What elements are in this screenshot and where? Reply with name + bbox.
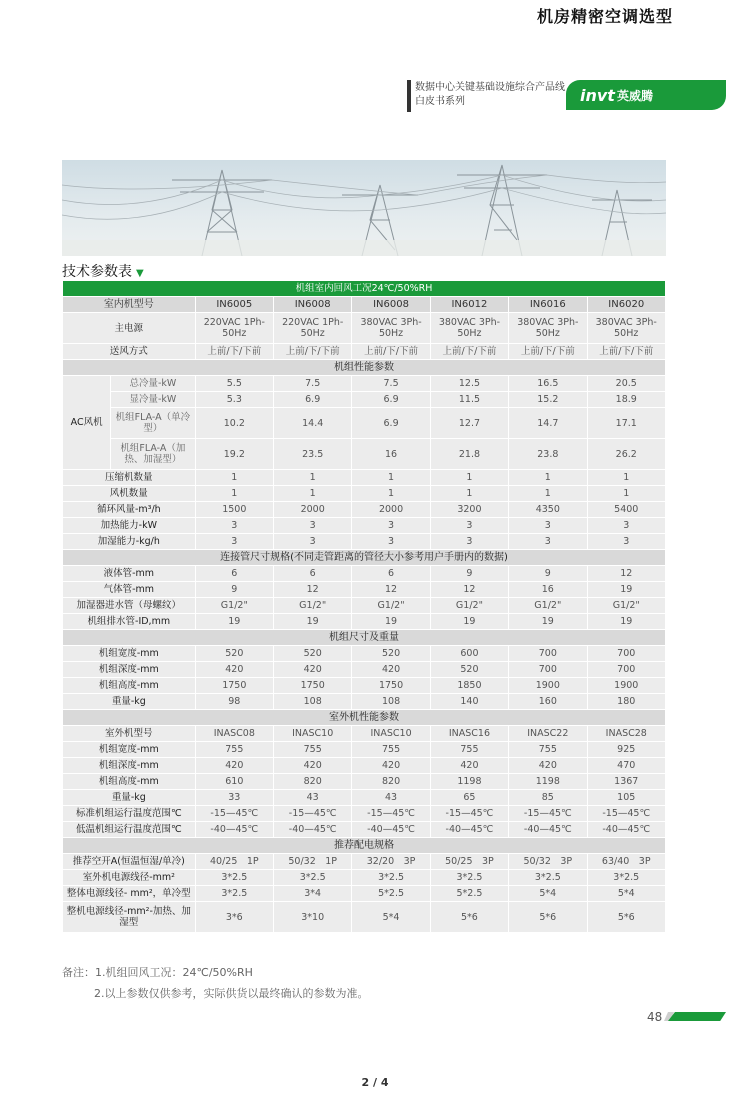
- table-row: [63, 470, 666, 486]
- table-row: [63, 439, 666, 470]
- cell-value: 上前/下/下前: [195, 344, 273, 360]
- cell-value: INASC16: [430, 726, 508, 742]
- row-label: 机组宽度-mm: [63, 646, 196, 662]
- cell-value: 16: [352, 439, 430, 470]
- cell-value: 3*2.5: [274, 870, 352, 886]
- condition-header-row: [63, 281, 666, 297]
- cell-value: 19: [587, 614, 666, 630]
- cell-value: 12: [274, 582, 352, 598]
- table-row: [63, 376, 666, 392]
- model-cell: IN6008: [274, 297, 352, 313]
- row-label: 液体管-mm: [63, 566, 196, 582]
- cell-value: 820: [274, 774, 352, 790]
- cell-value: 26.2: [587, 439, 666, 470]
- cell-value: 3*4: [274, 886, 352, 902]
- cell-value: INASC22: [509, 726, 587, 742]
- row-label: 加湿能力-kg/h: [63, 534, 196, 550]
- cell-value: 380VAC 3Ph-50Hz: [430, 313, 508, 344]
- cell-value: 1: [509, 486, 587, 502]
- row-label: 机组高度-mm: [63, 774, 196, 790]
- table-row: [63, 806, 666, 822]
- cell-value: 3: [430, 534, 508, 550]
- row-label: 机组FLA-A（单冷型）: [111, 408, 195, 439]
- cell-value: 700: [587, 646, 666, 662]
- cell-value: 19.2: [195, 439, 273, 470]
- cell-value: 3: [352, 518, 430, 534]
- cell-value: -40—45℃: [509, 822, 587, 838]
- cell-value: 3*2.5: [195, 886, 273, 902]
- triangle-down-icon: ▼: [136, 268, 144, 279]
- table-row: [63, 582, 666, 598]
- cell-value: 380VAC 3Ph-50Hz: [509, 313, 587, 344]
- cell-value: -15—45℃: [274, 806, 352, 822]
- cell-value: 4350: [509, 502, 587, 518]
- row-label: 机组FLA-A（加热、加湿型）: [111, 439, 195, 470]
- model-cell: IN6016: [509, 297, 587, 313]
- table-row: [63, 614, 666, 630]
- header-banner: [401, 80, 721, 114]
- table-row: [63, 822, 666, 838]
- cell-value: 6: [352, 566, 430, 582]
- cell-value: 1900: [587, 678, 666, 694]
- cell-value: 420: [274, 662, 352, 678]
- cell-value: G1/2": [274, 598, 352, 614]
- cell-value: 3: [587, 518, 666, 534]
- cell-value: 10.2: [195, 408, 273, 439]
- cell-value: 700: [509, 662, 587, 678]
- spec-table: [62, 280, 666, 933]
- table-row: [63, 854, 666, 870]
- cell-value: 50/32 1P: [274, 854, 352, 870]
- row-label: 标准机组运行温度范围℃: [63, 806, 196, 822]
- cell-value: 85: [509, 790, 587, 806]
- cell-value: -40—45℃: [587, 822, 666, 838]
- table-row: [63, 313, 666, 344]
- cell-value: 1: [352, 470, 430, 486]
- cell-value: 105: [587, 790, 666, 806]
- cell-value: 140: [430, 694, 508, 710]
- table-row: [63, 678, 666, 694]
- header-line-2: 白皮书系列: [415, 96, 465, 107]
- table-row: [63, 742, 666, 758]
- cell-value: 43: [352, 790, 430, 806]
- cell-value: 1850: [430, 678, 508, 694]
- cell-value: 3*2.5: [587, 870, 666, 886]
- header-accent-bar: [407, 80, 411, 112]
- cell-value: 1: [430, 486, 508, 502]
- cell-value: 5400: [587, 502, 666, 518]
- cell-value: 11.5: [430, 392, 508, 408]
- cell-value: 1: [587, 486, 666, 502]
- cell-value: 420: [352, 758, 430, 774]
- cell-value: 1: [509, 470, 587, 486]
- cell-value: 220VAC 1Ph-50Hz: [274, 313, 352, 344]
- section-title: [62, 261, 144, 281]
- cell-value: 755: [274, 742, 352, 758]
- cell-value: 上前/下/下前: [430, 344, 508, 360]
- cell-value: 380VAC 3Ph-50Hz: [352, 313, 430, 344]
- cell-value: 18.9: [587, 392, 666, 408]
- ac-fan-group-label: AC风机: [63, 376, 111, 470]
- logo-brand: invt: [580, 85, 615, 105]
- cell-value: 50/32 3P: [509, 854, 587, 870]
- row-label: 总冷量-kW: [111, 376, 195, 392]
- section-dimensions: 机组尺寸及重量: [63, 630, 666, 646]
- power-tower-illustration: [62, 160, 666, 256]
- row-label: 整体电源线径- mm²，单冷型: [63, 886, 196, 902]
- row-label: 整机电源线径-mm²-加热、加湿型: [63, 902, 196, 933]
- cell-value: 420: [352, 662, 430, 678]
- row-label: 加热能力-kW: [63, 518, 196, 534]
- table-row: [63, 344, 666, 360]
- cell-value: 3: [587, 534, 666, 550]
- cell-value: 1: [587, 470, 666, 486]
- cell-value: 755: [352, 742, 430, 758]
- cell-value: 700: [509, 646, 587, 662]
- row-label: 气体管-mm: [63, 582, 196, 598]
- cell-value: 5*2.5: [430, 886, 508, 902]
- header-line-1: 数据中心关键基础设施综合产品线: [415, 82, 565, 93]
- cell-value: 420: [509, 758, 587, 774]
- cell-value: 19: [430, 614, 508, 630]
- cell-value: 700: [587, 662, 666, 678]
- cell-value: 50/25 3P: [430, 854, 508, 870]
- cell-value: -15—45℃: [430, 806, 508, 822]
- cell-value: 2000: [352, 502, 430, 518]
- cell-value: 上前/下/下前: [509, 344, 587, 360]
- cell-value: 3200: [430, 502, 508, 518]
- cell-value: 180: [587, 694, 666, 710]
- model-cell: IN6012: [430, 297, 508, 313]
- cell-value: 16.5: [509, 376, 587, 392]
- cell-value: 820: [352, 774, 430, 790]
- row-label: 风机数量: [63, 486, 196, 502]
- model-cell: IN6005: [195, 297, 273, 313]
- note-line-2: 2.以上参数仅供参考，实际供货以最终确认的参数为准。: [94, 987, 369, 1000]
- table-row: [63, 886, 666, 902]
- cell-value: 6.9: [274, 392, 352, 408]
- section-dimensions-row: [63, 630, 666, 646]
- cell-value: 7.5: [352, 376, 430, 392]
- cell-value: 755: [195, 742, 273, 758]
- cell-value: 上前/下/下前: [587, 344, 666, 360]
- cell-value: 520: [352, 646, 430, 662]
- row-label: 重量-kg: [63, 790, 196, 806]
- page-number: 48: [647, 1010, 663, 1024]
- cell-value: 5*4: [587, 886, 666, 902]
- table-row: [63, 758, 666, 774]
- table-row: [63, 598, 666, 614]
- section-outdoor: 室外机性能参数: [63, 710, 666, 726]
- table-row: [63, 566, 666, 582]
- table-row: [63, 392, 666, 408]
- row-label: 加湿器进水管（母螺纹）: [63, 598, 196, 614]
- cell-value: -15—45℃: [509, 806, 587, 822]
- cell-value: 15.2: [509, 392, 587, 408]
- cell-value: 160: [509, 694, 587, 710]
- cell-value: 19: [352, 614, 430, 630]
- section-performance-row: [63, 360, 666, 376]
- cell-value: -40—45℃: [274, 822, 352, 838]
- document-title: 机房精密空调选型: [536, 7, 673, 26]
- cell-value: 5*2.5: [352, 886, 430, 902]
- cell-value: -40—45℃: [195, 822, 273, 838]
- condition-header: 机组室内回风工况24℃/50%RH: [63, 281, 666, 297]
- cell-value: 3*2.5: [430, 870, 508, 886]
- cell-value: 520: [195, 646, 273, 662]
- cell-value: INASC10: [274, 726, 352, 742]
- cell-value: 上前/下/下前: [274, 344, 352, 360]
- cell-value: 上前/下/下前: [352, 344, 430, 360]
- cell-value: 5*4: [509, 886, 587, 902]
- cell-value: 1: [274, 486, 352, 502]
- row-label: 室外机型号: [63, 726, 196, 742]
- model-header-row: [63, 297, 666, 313]
- cell-value: 6.9: [352, 392, 430, 408]
- logo-name: 英威腾: [616, 88, 653, 103]
- cell-value: G1/2": [587, 598, 666, 614]
- cell-value: 7.5: [274, 376, 352, 392]
- cell-value: 1: [274, 470, 352, 486]
- table-row: [63, 694, 666, 710]
- table-row: [63, 662, 666, 678]
- cell-value: 3: [430, 518, 508, 534]
- cell-value: 755: [509, 742, 587, 758]
- cell-value: 3*2.5: [195, 870, 273, 886]
- row-label: 送风方式: [63, 344, 196, 360]
- notes: [62, 962, 369, 1004]
- cell-value: 21.8: [430, 439, 508, 470]
- cell-value: 1900: [509, 678, 587, 694]
- cell-value: 3: [274, 534, 352, 550]
- cell-value: 5*6: [430, 902, 508, 933]
- cell-value: 9: [195, 582, 273, 598]
- cell-value: 3*2.5: [352, 870, 430, 886]
- cell-value: 5*6: [587, 902, 666, 933]
- cell-value: 12: [587, 566, 666, 582]
- cell-value: 63/40 3P: [587, 854, 666, 870]
- cell-value: 16: [509, 582, 587, 598]
- cell-value: 12.5: [430, 376, 508, 392]
- cell-value: 19: [195, 614, 273, 630]
- cell-value: 380VAC 3Ph-50Hz: [587, 313, 666, 344]
- spec-table-body: [63, 281, 666, 933]
- cell-value: 1750: [274, 678, 352, 694]
- cell-value: G1/2": [430, 598, 508, 614]
- cell-value: 14.4: [274, 408, 352, 439]
- cell-value: INASC28: [587, 726, 666, 742]
- hero-image: [62, 160, 666, 256]
- table-row: [63, 518, 666, 534]
- cell-value: G1/2": [352, 598, 430, 614]
- cell-value: 9: [430, 566, 508, 582]
- section-outdoor-row: [63, 710, 666, 726]
- cell-value: 5.3: [195, 392, 273, 408]
- model-cell: IN6020: [587, 297, 666, 313]
- cell-value: 2000: [274, 502, 352, 518]
- cell-value: 32/20 3P: [352, 854, 430, 870]
- row-label: 循环风量-m³/h: [63, 502, 196, 518]
- cell-value: 23.5: [274, 439, 352, 470]
- row-label: 显冷量-kW: [111, 392, 195, 408]
- cell-value: 1750: [352, 678, 430, 694]
- cell-value: 3: [195, 518, 273, 534]
- cell-value: 470: [587, 758, 666, 774]
- table-row: [63, 870, 666, 886]
- section-pipes-row: [63, 550, 666, 566]
- cell-value: G1/2": [509, 598, 587, 614]
- table-row: [63, 646, 666, 662]
- cell-value: 17.1: [587, 408, 666, 439]
- cell-value: 220VAC 1Ph-50Hz: [195, 313, 273, 344]
- cell-value: 1198: [509, 774, 587, 790]
- row-label: 机组宽度-mm: [63, 742, 196, 758]
- table-row: [63, 486, 666, 502]
- header-text: [415, 81, 565, 109]
- cell-value: 40/25 1P: [195, 854, 273, 870]
- cell-value: 6.9: [352, 408, 430, 439]
- cell-value: 23.8: [509, 439, 587, 470]
- row-label: 主电源: [63, 313, 196, 344]
- cell-value: -40—45℃: [430, 822, 508, 838]
- row-label: 室外机电源线径-mm²: [63, 870, 196, 886]
- cell-value: 5.5: [195, 376, 273, 392]
- cell-value: 3*2.5: [509, 870, 587, 886]
- cell-value: -15—45℃: [352, 806, 430, 822]
- cell-value: 5*6: [509, 902, 587, 933]
- cell-value: 1: [195, 486, 273, 502]
- cell-value: 3: [509, 518, 587, 534]
- cell-value: 1750: [195, 678, 273, 694]
- cell-value: 5*4: [352, 902, 430, 933]
- cell-value: 420: [195, 662, 273, 678]
- cell-value: 925: [587, 742, 666, 758]
- cell-value: 1367: [587, 774, 666, 790]
- cell-value: 3: [509, 534, 587, 550]
- cell-value: 3*6: [195, 902, 273, 933]
- cell-value: 420: [195, 758, 273, 774]
- section-title-text: 技术参数表: [62, 264, 132, 280]
- cell-value: 610: [195, 774, 273, 790]
- cell-value: 520: [430, 662, 508, 678]
- row-label: 推荐空开A(恒温恒湿/单冷): [63, 854, 196, 870]
- row-label: 重量-kg: [63, 694, 196, 710]
- pdf-pager: 2 / 4: [361, 1076, 389, 1089]
- cell-value: 9: [509, 566, 587, 582]
- cell-value: 65: [430, 790, 508, 806]
- cell-value: 1198: [430, 774, 508, 790]
- table-row: [63, 774, 666, 790]
- cell-value: 108: [352, 694, 430, 710]
- table-row: [63, 790, 666, 806]
- cell-value: 1: [430, 470, 508, 486]
- page-bar-decoration: [668, 1012, 726, 1021]
- cell-value: 3: [274, 518, 352, 534]
- section-power: 推荐配电规格: [63, 838, 666, 854]
- section-power-row: [63, 838, 666, 854]
- cell-value: 3: [352, 534, 430, 550]
- cell-value: 19: [587, 582, 666, 598]
- row-label: 机组深度-mm: [63, 662, 196, 678]
- row-label: 机组深度-mm: [63, 758, 196, 774]
- cell-value: 1: [195, 470, 273, 486]
- cell-value: G1/2": [195, 598, 273, 614]
- cell-value: 1: [352, 486, 430, 502]
- section-pipes: 连接管尺寸规格(不同走管距离的管径大小参考用户手册内的数据): [63, 550, 666, 566]
- cell-value: 33: [195, 790, 273, 806]
- table-row: [63, 726, 666, 742]
- cell-value: 6: [274, 566, 352, 582]
- table-row: [63, 902, 666, 933]
- cell-value: 3*10: [274, 902, 352, 933]
- cell-value: -15—45℃: [195, 806, 273, 822]
- row-label: 机组排水管-ID,mm: [63, 614, 196, 630]
- cell-value: INASC10: [352, 726, 430, 742]
- cell-value: 14.7: [509, 408, 587, 439]
- cell-value: 6: [195, 566, 273, 582]
- table-row: [63, 408, 666, 439]
- table-row: [63, 534, 666, 550]
- cell-value: 520: [274, 646, 352, 662]
- brand-logo: [566, 80, 726, 110]
- section-performance: 机组性能参数: [63, 360, 666, 376]
- cell-value: 420: [430, 758, 508, 774]
- cell-value: 1500: [195, 502, 273, 518]
- row-label: 压缩机数量: [63, 470, 196, 486]
- row-label: 低温机组运行温度范围℃: [63, 822, 196, 838]
- cell-value: 108: [274, 694, 352, 710]
- row-label: 机组高度-mm: [63, 678, 196, 694]
- cell-value: INASC08: [195, 726, 273, 742]
- cell-value: 3: [195, 534, 273, 550]
- cell-value: 420: [274, 758, 352, 774]
- cell-value: 755: [430, 742, 508, 758]
- indoor-model-label: 室内机型号: [63, 297, 196, 313]
- cell-value: 98: [195, 694, 273, 710]
- cell-value: 19: [509, 614, 587, 630]
- cell-value: 19: [274, 614, 352, 630]
- note-line-1: 备注：1.机组回风工况：24℃/50%RH: [62, 966, 253, 979]
- cell-value: 43: [274, 790, 352, 806]
- model-cell: IN6008: [352, 297, 430, 313]
- cell-value: 12: [352, 582, 430, 598]
- cell-value: 20.5: [587, 376, 666, 392]
- cell-value: -15—45℃: [587, 806, 666, 822]
- cell-value: -40—45℃: [352, 822, 430, 838]
- cell-value: 12.7: [430, 408, 508, 439]
- cell-value: 12: [430, 582, 508, 598]
- table-row: [63, 502, 666, 518]
- cell-value: 600: [430, 646, 508, 662]
